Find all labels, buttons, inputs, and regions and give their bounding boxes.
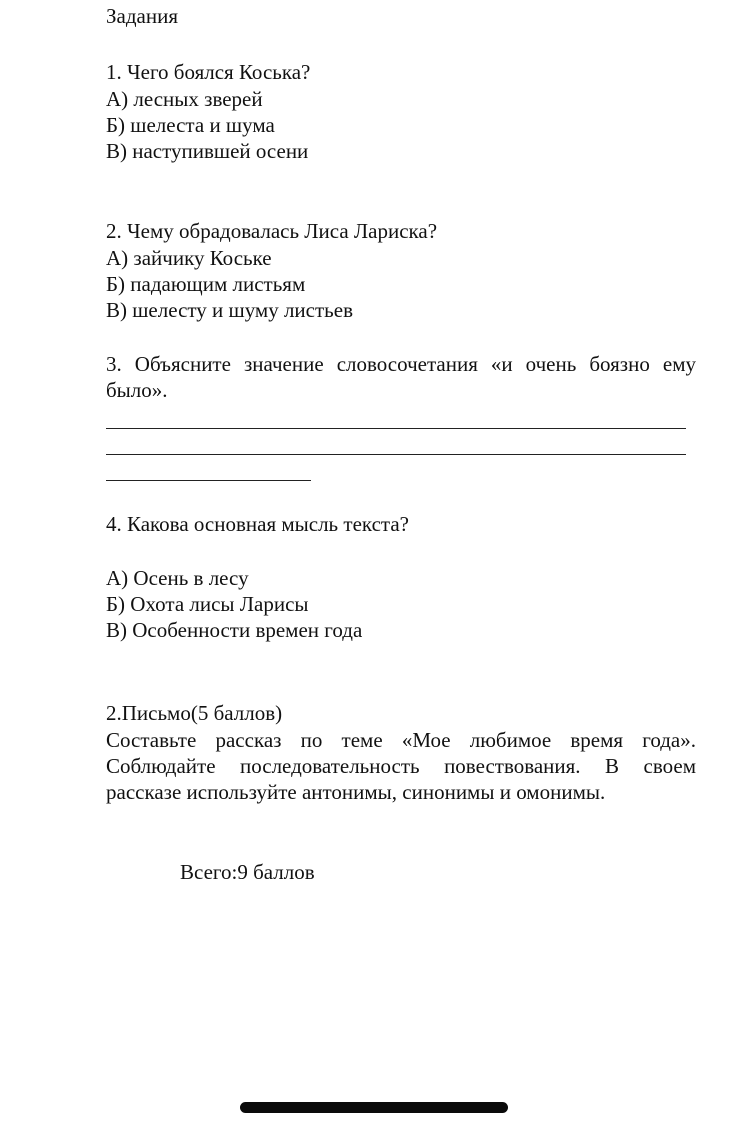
writing-title: 2.Письмо(5 баллов) <box>106 701 283 726</box>
question-1 <box>106 59 696 164</box>
question-2-text: 2. Чему обрадовалась Лиса Лариска? <box>106 219 438 244</box>
question-2-option-c: В) шелесту и шуму листьев <box>106 298 353 323</box>
question-1-option-c: В) наступившей осени <box>106 139 309 164</box>
spacer <box>106 538 696 565</box>
writing-section <box>106 700 696 805</box>
answer-line <box>106 403 686 429</box>
question-2-option-a: А) зайчику Коське <box>106 245 272 270</box>
question-1-text: 1. Чего боялся Коська? <box>106 60 311 85</box>
question-4-text: 4. Какова основная мысль текста? <box>106 512 409 537</box>
question-2 <box>106 218 696 323</box>
worksheet-page <box>106 0 696 885</box>
answer-line <box>106 455 311 481</box>
question-4-option-b: Б) Охота лисы Ларисы <box>106 591 309 616</box>
question-1-option-b: Б) шелеста и шума <box>106 112 275 137</box>
home-indicator[interactable] <box>240 1102 508 1113</box>
question-1-option-a: А) лесных зверей <box>106 86 263 111</box>
writing-task: Составьте рассказ по теме «Мое любимое время года». Соблюдайте последовательность повествования. В своем рассказе используйте антонимы, синонимы и омонимы. <box>106 727 696 805</box>
question-4-option-c: В) Особенности времен года <box>106 618 363 643</box>
question-4-option-a: А) Осень в лесу <box>106 565 249 590</box>
question-3 <box>106 351 696 482</box>
question-2-option-b: Б) падающим листьям <box>106 272 306 297</box>
section-heading: Задания <box>106 4 178 28</box>
question-4 <box>106 511 696 643</box>
answer-line <box>106 429 686 455</box>
total-score: Всего:9 баллов <box>180 859 315 884</box>
question-3-text: 3. Объясните значение словосочетания «и очень боязно ему было». <box>106 351 696 402</box>
answer-lines <box>106 403 696 481</box>
